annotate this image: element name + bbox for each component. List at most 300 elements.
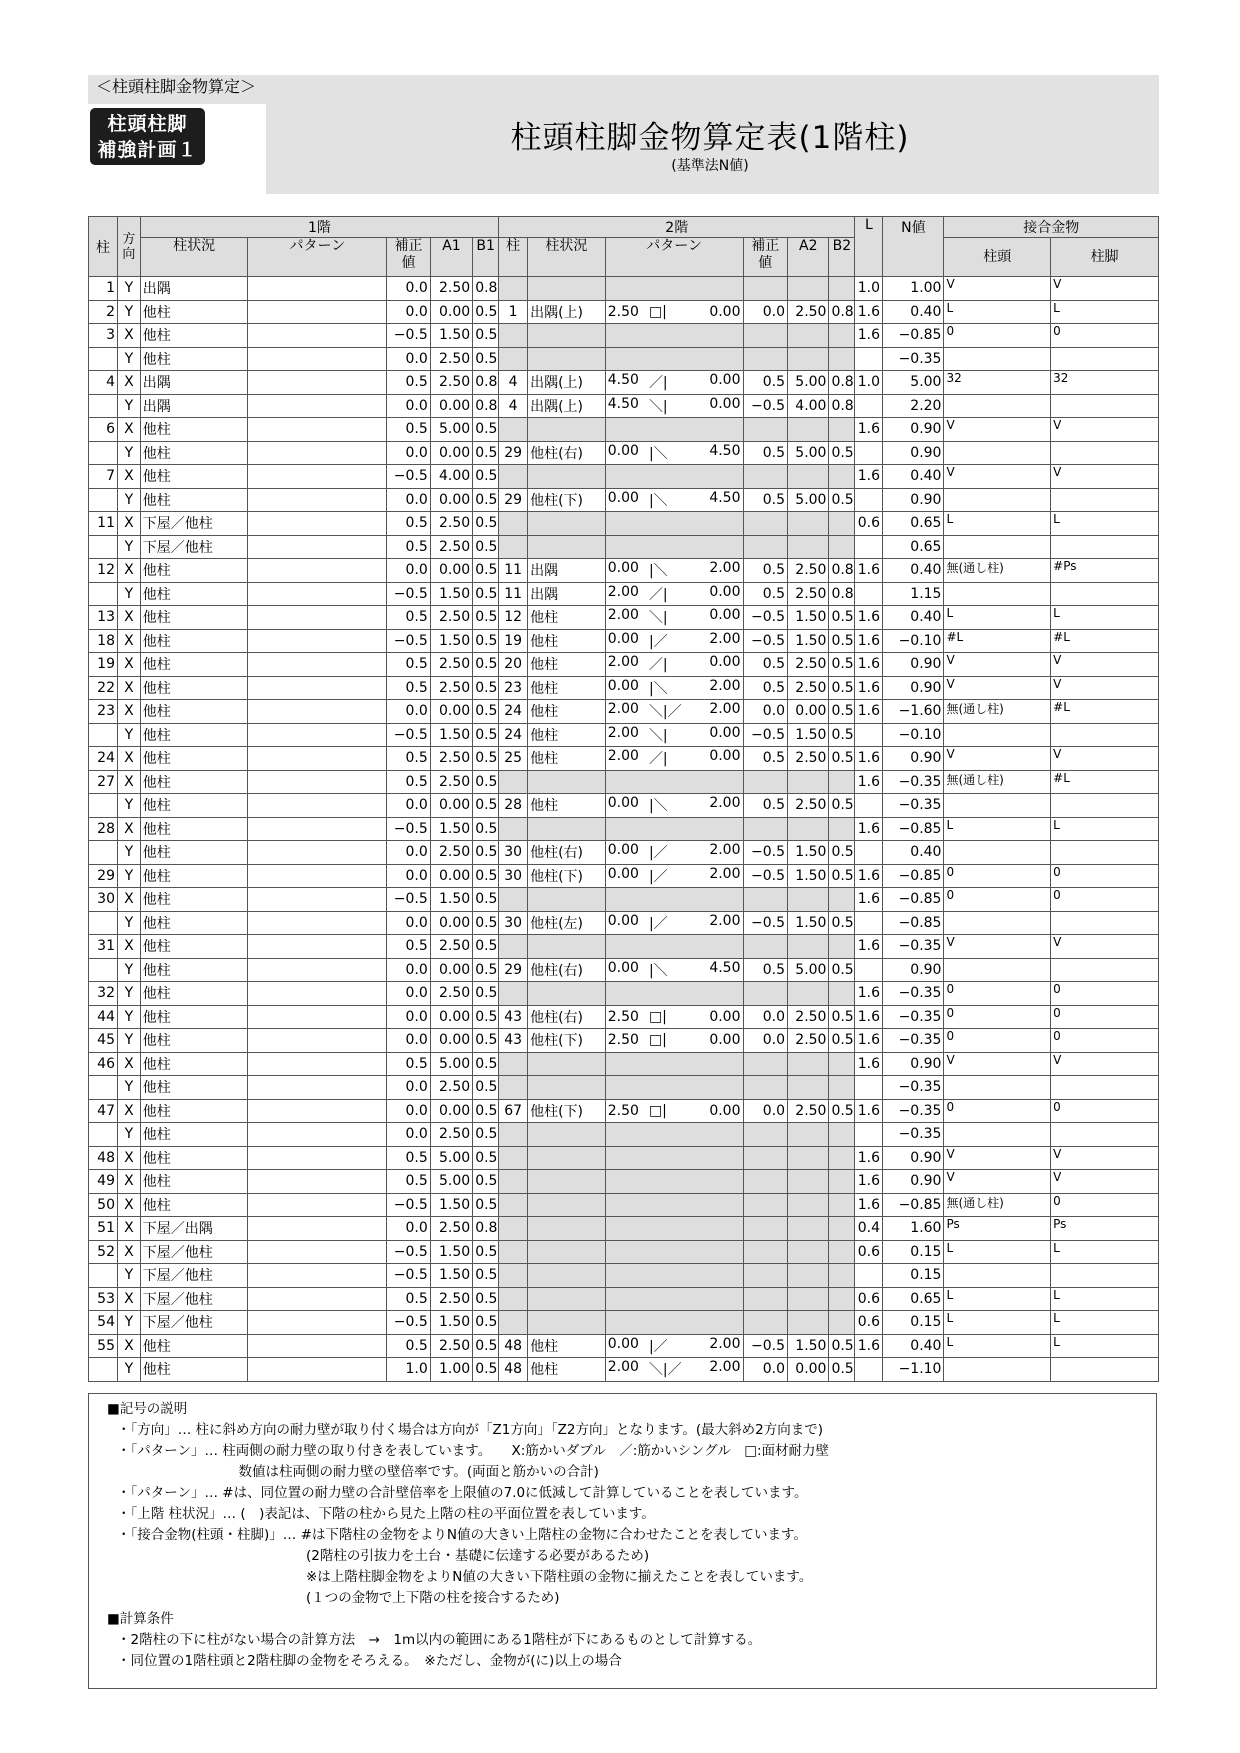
cell-pattern2 bbox=[605, 1052, 743, 1076]
notes-line: ・「パターン」… 柱両側の耐力壁の取り付きを表しています。 X:筋かいダブル ／:筋かいシングル □:面材耐力壁 bbox=[117, 1443, 830, 1459]
cell-corr2 bbox=[743, 1076, 788, 1100]
cell-col-number bbox=[89, 958, 118, 982]
cell-direction: X bbox=[117, 1099, 140, 1123]
cell-b2 bbox=[829, 1287, 855, 1311]
header-floor1: 1階 bbox=[140, 217, 498, 238]
cell-status2 bbox=[528, 1146, 606, 1170]
cell-pattern1 bbox=[248, 1264, 387, 1288]
cell-direction: Y bbox=[117, 1123, 140, 1147]
cell-b2: 0.5 bbox=[829, 841, 855, 865]
cell-N: −0.85 bbox=[883, 864, 944, 888]
cell-pattern2 bbox=[605, 911, 743, 935]
cell-joint-base: V bbox=[1051, 277, 1159, 301]
cell-L: 1.6 bbox=[855, 653, 883, 677]
cell-col-number: 50 bbox=[89, 1193, 118, 1217]
table-row bbox=[89, 794, 1159, 818]
cell-corr2: 0.5 bbox=[743, 559, 788, 583]
cell-pattern2-left: 0.00 bbox=[607, 442, 639, 459]
cell-corr1: 0.0 bbox=[387, 1005, 430, 1029]
table-row bbox=[89, 371, 1159, 395]
cell-pattern2-left: 2.00 bbox=[607, 1359, 639, 1376]
cell-a2: 2.50 bbox=[788, 559, 829, 583]
cell-col-number: 46 bbox=[89, 1052, 118, 1076]
cell-status2 bbox=[528, 770, 606, 794]
table-row bbox=[89, 982, 1159, 1006]
cell-status2: 他柱 bbox=[528, 747, 606, 771]
cell-status2: 他柱 bbox=[528, 794, 606, 818]
cell-b1: 0.5 bbox=[473, 1311, 499, 1335]
cell-corr1: −0.5 bbox=[387, 817, 430, 841]
cell-a1: 1.50 bbox=[430, 582, 472, 606]
cell-corr2: −0.5 bbox=[743, 864, 788, 888]
cell-b2 bbox=[829, 817, 855, 841]
cell-a1: 0.00 bbox=[430, 300, 472, 324]
cell-a2: 5.00 bbox=[788, 488, 829, 512]
cell-pattern1 bbox=[248, 324, 387, 348]
cell-direction: X bbox=[117, 465, 140, 489]
cell-pattern2-symbol: □| bbox=[648, 1008, 667, 1025]
cell-a2 bbox=[788, 1264, 829, 1288]
cell-b1: 0.8 bbox=[473, 371, 499, 395]
cell-joint-top bbox=[944, 535, 1051, 559]
cell-joint-base bbox=[1051, 347, 1159, 371]
table-row bbox=[89, 441, 1159, 465]
cell-corr1: 0.0 bbox=[387, 559, 430, 583]
cell-a2: 1.50 bbox=[788, 841, 829, 865]
cell-col2: 11 bbox=[499, 559, 528, 583]
cell-L bbox=[855, 1076, 883, 1100]
cell-pattern2-right: 4.50 bbox=[709, 489, 741, 506]
cell-direction: Y bbox=[117, 911, 140, 935]
cell-status1: 他柱 bbox=[140, 1358, 248, 1382]
cell-corr2 bbox=[743, 324, 788, 348]
cell-col2 bbox=[499, 1311, 528, 1335]
cell-status1: 他柱 bbox=[140, 723, 248, 747]
cell-pattern2-symbol: ／| bbox=[648, 751, 668, 768]
cell-direction: Y bbox=[117, 1358, 140, 1382]
cell-pattern1 bbox=[248, 512, 387, 536]
cell-L: 1.6 bbox=[855, 864, 883, 888]
cell-N: −0.85 bbox=[883, 911, 944, 935]
cell-a2: 2.50 bbox=[788, 1005, 829, 1029]
cell-status1: 下屋／他柱 bbox=[140, 535, 248, 559]
cell-status2 bbox=[528, 982, 606, 1006]
table-body bbox=[89, 277, 1159, 1382]
cell-corr2 bbox=[743, 935, 788, 959]
table-row bbox=[89, 747, 1159, 771]
cell-status1: 他柱 bbox=[140, 1123, 248, 1147]
cell-a1: 4.00 bbox=[430, 465, 472, 489]
cell-joint-base: V bbox=[1051, 418, 1159, 442]
cell-corr2: −0.5 bbox=[743, 606, 788, 630]
cell-status2: 他柱 bbox=[528, 1358, 606, 1382]
cell-joint-top: V bbox=[944, 1146, 1051, 1170]
cell-direction: X bbox=[117, 1193, 140, 1217]
notes-line: ・同位置の1階柱頭と2階柱脚の金物をそろえる。 ※ただし、金物が(に)以上の場合 bbox=[117, 1653, 622, 1669]
cell-pattern2-left: 0.00 bbox=[607, 677, 639, 694]
cell-col2 bbox=[499, 888, 528, 912]
cell-pattern1 bbox=[248, 629, 387, 653]
table-row bbox=[89, 324, 1159, 348]
cell-status1: 下屋／他柱 bbox=[140, 1287, 248, 1311]
cell-L bbox=[855, 794, 883, 818]
cell-a1: 1.50 bbox=[430, 723, 472, 747]
cell-pattern1 bbox=[248, 1076, 387, 1100]
cell-corr2 bbox=[743, 1052, 788, 1076]
cell-L: 0.6 bbox=[855, 1287, 883, 1311]
cell-pattern2 bbox=[605, 888, 743, 912]
cell-b2: 0.5 bbox=[829, 441, 855, 465]
cell-status1: 他柱 bbox=[140, 653, 248, 677]
cell-a2: 1.50 bbox=[788, 606, 829, 630]
cell-status1: 他柱 bbox=[140, 982, 248, 1006]
cell-a1: 1.50 bbox=[430, 1311, 472, 1335]
cell-a1: 2.50 bbox=[430, 1334, 472, 1358]
cell-a2 bbox=[788, 1123, 829, 1147]
cell-b2: 0.5 bbox=[829, 958, 855, 982]
cell-a1: 5.00 bbox=[430, 1146, 472, 1170]
cell-joint-top: L bbox=[944, 606, 1051, 630]
cell-pattern2-left: 0.00 bbox=[607, 1335, 639, 1352]
cell-direction: X bbox=[117, 1170, 140, 1194]
cell-b2 bbox=[829, 1146, 855, 1170]
cell-status1: 他柱 bbox=[140, 817, 248, 841]
badge-line2: 補強計画１ bbox=[97, 139, 198, 161]
cell-L: 1.6 bbox=[855, 1334, 883, 1358]
cell-N: 0.90 bbox=[883, 958, 944, 982]
cell-status2 bbox=[528, 1240, 606, 1264]
cell-a2 bbox=[788, 888, 829, 912]
cell-corr1: −0.5 bbox=[387, 1311, 430, 1335]
cell-L: 1.6 bbox=[855, 1193, 883, 1217]
cell-a1: 0.00 bbox=[430, 958, 472, 982]
cell-status1: 他柱 bbox=[140, 888, 248, 912]
cell-corr1: 0.0 bbox=[387, 394, 430, 418]
header-pattern1: パターン bbox=[248, 238, 387, 277]
cell-L bbox=[855, 841, 883, 865]
cell-pattern1 bbox=[248, 300, 387, 324]
cell-pattern1 bbox=[248, 418, 387, 442]
cell-a1: 5.00 bbox=[430, 418, 472, 442]
cell-col2 bbox=[499, 982, 528, 1006]
cell-col-number bbox=[89, 582, 118, 606]
cell-col2 bbox=[499, 1146, 528, 1170]
cell-N: −0.85 bbox=[883, 324, 944, 348]
cell-joint-base bbox=[1051, 582, 1159, 606]
cell-pattern2-right: 2.00 bbox=[709, 677, 741, 694]
cell-pattern2-left: 2.00 bbox=[607, 748, 639, 765]
cell-pattern2-right: 2.00 bbox=[709, 865, 741, 882]
cell-L bbox=[855, 1123, 883, 1147]
cell-b1: 0.8 bbox=[473, 277, 499, 301]
cell-corr2: 0.5 bbox=[743, 747, 788, 771]
cell-pattern2 bbox=[605, 606, 743, 630]
cell-corr1: −0.5 bbox=[387, 888, 430, 912]
cell-col-number: 49 bbox=[89, 1170, 118, 1194]
cell-direction: X bbox=[117, 817, 140, 841]
table-row bbox=[89, 1358, 1159, 1382]
cell-direction: Y bbox=[117, 1005, 140, 1029]
cell-b1: 0.5 bbox=[473, 982, 499, 1006]
cell-col-number bbox=[89, 911, 118, 935]
cell-a2: 5.00 bbox=[788, 371, 829, 395]
cell-pattern2 bbox=[605, 559, 743, 583]
cell-joint-top bbox=[944, 911, 1051, 935]
cell-a1: 0.00 bbox=[430, 794, 472, 818]
cell-joint-top bbox=[944, 347, 1051, 371]
cell-status1: 他柱 bbox=[140, 700, 248, 724]
cell-direction: Y bbox=[117, 1076, 140, 1100]
cell-corr2: 0.0 bbox=[743, 1005, 788, 1029]
cell-col-number: 6 bbox=[89, 418, 118, 442]
cell-col2 bbox=[499, 535, 528, 559]
cell-col2: 19 bbox=[499, 629, 528, 653]
cell-pattern2 bbox=[605, 441, 743, 465]
cell-pattern2-symbol: |／ bbox=[648, 1338, 668, 1355]
cell-b1: 0.5 bbox=[473, 676, 499, 700]
cell-b1: 0.5 bbox=[473, 418, 499, 442]
cell-direction: Y bbox=[117, 982, 140, 1006]
cell-corr1: 0.0 bbox=[387, 1123, 430, 1147]
cell-a1: 1.00 bbox=[430, 1358, 472, 1382]
cell-status2: 出隅 bbox=[528, 582, 606, 606]
cell-L: 0.6 bbox=[855, 512, 883, 536]
cell-status2 bbox=[528, 418, 606, 442]
header-col-number: 柱 bbox=[89, 217, 118, 277]
cell-b2 bbox=[829, 1170, 855, 1194]
notes-line: ・「上階 柱状況」… ( )表記は、下階の柱から見た上階の柱の平面位置を表しています。 bbox=[117, 1506, 655, 1522]
cell-pattern2 bbox=[605, 1311, 743, 1335]
cell-N: 0.40 bbox=[883, 559, 944, 583]
cell-col-number bbox=[89, 1123, 118, 1147]
cell-a1: 2.50 bbox=[430, 747, 472, 771]
cell-joint-top bbox=[944, 723, 1051, 747]
cell-col2 bbox=[499, 347, 528, 371]
cell-corr2 bbox=[743, 1287, 788, 1311]
cell-N: −0.85 bbox=[883, 817, 944, 841]
cell-direction: Y bbox=[117, 1029, 140, 1053]
cell-pattern2-right: 0.00 bbox=[709, 372, 741, 389]
cell-a2: 2.50 bbox=[788, 747, 829, 771]
cell-pattern2 bbox=[605, 1240, 743, 1264]
notes-line: ・「接合金物(柱頭・柱脚)」… #は下階柱の金物をよりN値の大きい上階柱の金物に合わせたことを表しています。 bbox=[117, 1527, 807, 1543]
cell-joint-base: 0 bbox=[1051, 1005, 1159, 1029]
cell-corr1: 0.5 bbox=[387, 770, 430, 794]
cell-b2: 0.5 bbox=[829, 911, 855, 935]
cell-status1: 他柱 bbox=[140, 935, 248, 959]
cell-corr2: −0.5 bbox=[743, 841, 788, 865]
cell-N: 0.40 bbox=[883, 606, 944, 630]
header-direction: 方向 bbox=[117, 217, 140, 277]
cell-joint-top: L bbox=[944, 1240, 1051, 1264]
cell-N: −0.35 bbox=[883, 982, 944, 1006]
cell-col-number bbox=[89, 1358, 118, 1382]
table-row bbox=[89, 888, 1159, 912]
cell-direction: X bbox=[117, 935, 140, 959]
cell-L bbox=[855, 347, 883, 371]
cell-pattern1 bbox=[248, 1123, 387, 1147]
cell-pattern2-symbol: ＼|／ bbox=[648, 704, 682, 721]
cell-pattern2-right: 0.00 bbox=[709, 748, 741, 765]
cell-direction: X bbox=[117, 1240, 140, 1264]
cell-direction: X bbox=[117, 1146, 140, 1170]
cell-pattern2 bbox=[605, 700, 743, 724]
cell-b2 bbox=[829, 535, 855, 559]
cell-L: 1.6 bbox=[855, 1170, 883, 1194]
cell-status2 bbox=[528, 888, 606, 912]
cell-a1: 1.50 bbox=[430, 1264, 472, 1288]
cell-status2: 出隅(上) bbox=[528, 371, 606, 395]
cell-N: 1.60 bbox=[883, 1217, 944, 1241]
table-row bbox=[89, 864, 1159, 888]
cell-status1: 他柱 bbox=[140, 841, 248, 865]
cell-pattern2 bbox=[605, 1193, 743, 1217]
cell-col2 bbox=[499, 324, 528, 348]
cell-joint-top bbox=[944, 1358, 1051, 1382]
cell-pattern2-symbol: |／ bbox=[648, 633, 668, 650]
cell-L: 1.6 bbox=[855, 629, 883, 653]
cell-a2 bbox=[788, 512, 829, 536]
cell-joint-top: V bbox=[944, 747, 1051, 771]
cell-corr1: 0.5 bbox=[387, 1287, 430, 1311]
cell-corr2: 0.5 bbox=[743, 488, 788, 512]
cell-status2 bbox=[528, 1052, 606, 1076]
notes-line: (2階柱の引抜力を土台・基礎に伝達する必要があるため) bbox=[117, 1548, 650, 1564]
cell-joint-top: 0 bbox=[944, 888, 1051, 912]
header-floor2: 2階 bbox=[499, 217, 855, 238]
cell-b2: 0.8 bbox=[829, 559, 855, 583]
cell-col-number bbox=[89, 1076, 118, 1100]
cell-pattern2-symbol: □| bbox=[648, 303, 667, 320]
cell-N: 0.90 bbox=[883, 1146, 944, 1170]
cell-joint-top: L bbox=[944, 1334, 1051, 1358]
cell-pattern1 bbox=[248, 371, 387, 395]
cell-status2: 他柱(左) bbox=[528, 911, 606, 935]
cell-L bbox=[855, 911, 883, 935]
cell-b2: 0.5 bbox=[829, 1029, 855, 1053]
cell-col2 bbox=[499, 1240, 528, 1264]
cell-b2: 0.8 bbox=[829, 582, 855, 606]
cell-joint-base bbox=[1051, 1264, 1159, 1288]
cell-N: 0.90 bbox=[883, 441, 944, 465]
cell-a2: 0.00 bbox=[788, 1358, 829, 1382]
cell-pattern1 bbox=[248, 1099, 387, 1123]
cell-a1: 1.50 bbox=[430, 324, 472, 348]
cell-b1: 0.5 bbox=[473, 723, 499, 747]
cell-corr1: 0.0 bbox=[387, 1029, 430, 1053]
cell-pattern2 bbox=[605, 277, 743, 301]
cell-status2: 他柱(下) bbox=[528, 1099, 606, 1123]
table-row bbox=[89, 1264, 1159, 1288]
cell-corr2 bbox=[743, 1146, 788, 1170]
cell-joint-top: 0 bbox=[944, 1099, 1051, 1123]
cell-direction: Y bbox=[117, 723, 140, 747]
cell-corr1: 0.5 bbox=[387, 1334, 430, 1358]
cell-L: 1.6 bbox=[855, 1029, 883, 1053]
cell-b1: 0.5 bbox=[473, 1287, 499, 1311]
cell-b1: 0.5 bbox=[473, 888, 499, 912]
cell-col2: 30 bbox=[499, 911, 528, 935]
cell-status1: 他柱 bbox=[140, 1193, 248, 1217]
cell-a1: 2.50 bbox=[430, 1123, 472, 1147]
cell-joint-base: 0 bbox=[1051, 1029, 1159, 1053]
cell-corr1: 1.0 bbox=[387, 1358, 430, 1382]
cell-b2 bbox=[829, 418, 855, 442]
cell-pattern2 bbox=[605, 1264, 743, 1288]
cell-pattern2-left: 2.00 bbox=[607, 607, 639, 624]
cell-N: 0.90 bbox=[883, 676, 944, 700]
cell-pattern2-left: 0.00 bbox=[607, 560, 639, 577]
cell-L: 1.6 bbox=[855, 747, 883, 771]
cell-joint-top: L bbox=[944, 512, 1051, 536]
cell-status2 bbox=[528, 1264, 606, 1288]
cell-joint-base: #L bbox=[1051, 700, 1159, 724]
table-row bbox=[89, 653, 1159, 677]
cell-status1: 他柱 bbox=[140, 864, 248, 888]
cell-col-number: 54 bbox=[89, 1311, 118, 1335]
cell-b2 bbox=[829, 770, 855, 794]
cell-pattern2-symbol: ／| bbox=[648, 586, 668, 603]
cell-b1: 0.8 bbox=[473, 394, 499, 418]
cell-corr2 bbox=[743, 418, 788, 442]
header-N: N値 bbox=[883, 217, 944, 277]
cell-direction: Y bbox=[117, 441, 140, 465]
cell-b1: 0.5 bbox=[473, 1264, 499, 1288]
cell-status2 bbox=[528, 465, 606, 489]
cell-col2 bbox=[499, 1123, 528, 1147]
cell-b1: 0.5 bbox=[473, 1005, 499, 1029]
cell-pattern2 bbox=[605, 1217, 743, 1241]
cell-a2 bbox=[788, 935, 829, 959]
cell-status1: 他柱 bbox=[140, 465, 248, 489]
cell-pattern1 bbox=[248, 1358, 387, 1382]
cell-corr2 bbox=[743, 1170, 788, 1194]
cell-corr2 bbox=[743, 1193, 788, 1217]
cell-col-number bbox=[89, 347, 118, 371]
cell-corr1: 0.5 bbox=[387, 676, 430, 700]
cell-b1: 0.5 bbox=[473, 512, 499, 536]
cell-N: 0.90 bbox=[883, 1052, 944, 1076]
cell-b2: 0.8 bbox=[829, 300, 855, 324]
cell-a2 bbox=[788, 770, 829, 794]
cell-corr1: 0.0 bbox=[387, 347, 430, 371]
cell-b2 bbox=[829, 1052, 855, 1076]
cell-pattern2 bbox=[605, 1334, 743, 1358]
cell-pattern2 bbox=[605, 817, 743, 841]
cell-a1: 1.50 bbox=[430, 1193, 472, 1217]
cell-direction: Y bbox=[117, 958, 140, 982]
cell-direction: Y bbox=[117, 347, 140, 371]
cell-b2: 0.5 bbox=[829, 723, 855, 747]
cell-b2: 0.5 bbox=[829, 1358, 855, 1382]
cell-col2 bbox=[499, 1052, 528, 1076]
page-subtitle: (基準法N値) bbox=[671, 158, 749, 174]
cell-N: 0.90 bbox=[883, 653, 944, 677]
cell-a1: 0.00 bbox=[430, 700, 472, 724]
cell-b1: 0.5 bbox=[473, 465, 499, 489]
cell-pattern2-symbol: □| bbox=[648, 1102, 667, 1119]
cell-joint-base: 0 bbox=[1051, 864, 1159, 888]
cell-pattern1 bbox=[248, 653, 387, 677]
cell-joint-top: 無(通し柱) bbox=[944, 1193, 1051, 1217]
cell-pattern2-symbol: |／ bbox=[648, 868, 668, 885]
cell-joint-base: V bbox=[1051, 1146, 1159, 1170]
cell-pattern1 bbox=[248, 1334, 387, 1358]
cell-col-number: 1 bbox=[89, 277, 118, 301]
cell-L bbox=[855, 1358, 883, 1382]
cell-b1: 0.5 bbox=[473, 841, 499, 865]
cell-N: −0.35 bbox=[883, 935, 944, 959]
